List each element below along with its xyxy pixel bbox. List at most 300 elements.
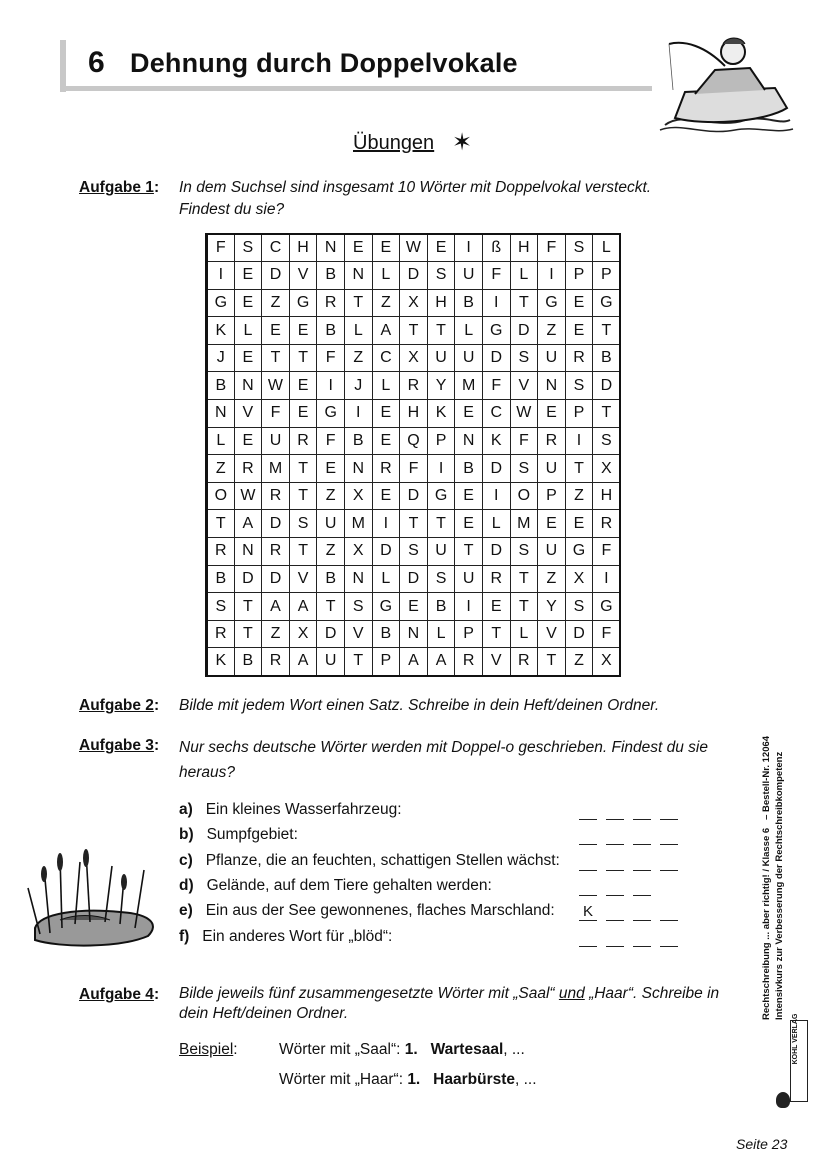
grid-cell: B: [317, 262, 345, 290]
answer-blank[interactable]: [633, 853, 651, 871]
task1-colon: :: [153, 179, 160, 196]
grid-row: [207, 344, 621, 372]
grid-cell: Z: [565, 648, 593, 676]
grid-cell: G: [593, 593, 621, 621]
grid-cell: E: [234, 344, 262, 372]
grid-cell: T: [510, 565, 538, 593]
answer-blank[interactable]: [606, 903, 624, 921]
grid-cell: S: [289, 510, 317, 538]
grid-cell: F: [510, 427, 538, 455]
grid-cell: P: [372, 648, 400, 676]
grid-cell: Q: [400, 427, 428, 455]
grid-cell: F: [317, 427, 345, 455]
grid-cell: L: [372, 565, 400, 593]
grid-cell: D: [482, 455, 510, 483]
grid-cell: L: [207, 427, 235, 455]
task3-line2: heraus?: [179, 764, 236, 781]
fisherman-illustration: [655, 30, 795, 138]
grid-cell: R: [207, 620, 235, 648]
side-publication-info: [760, 660, 820, 1020]
grid-cell: U: [455, 344, 483, 372]
grid-cell: L: [593, 234, 621, 262]
chapter-title: Dehnung durch Doppelvokale: [130, 48, 518, 78]
grid-cell: S: [427, 565, 455, 593]
grid-cell: B: [593, 344, 621, 372]
example-saal-prefix: Wörter mit „Saal“:: [279, 1041, 405, 1058]
grid-cell: A: [400, 648, 428, 676]
answer-blank[interactable]: [660, 827, 678, 845]
grid-cell: D: [593, 372, 621, 400]
grid-cell: M: [510, 510, 538, 538]
example-label-wrap: [179, 1041, 238, 1059]
grid-cell: E: [234, 289, 262, 317]
answer-blank[interactable]: [633, 827, 651, 845]
grid-cell: S: [344, 593, 372, 621]
task1-label: Aufgabe 1: [79, 179, 154, 196]
task3-line1: Nur sechs deutsche Wörter werden mit Doppel-o geschrieben. Findest du sie: [179, 739, 708, 756]
task3-item: [179, 902, 555, 920]
grid-cell: T: [482, 620, 510, 648]
task3-item-text: Ein kleines Wasserfahrzeug:: [205, 801, 402, 818]
grid-cell: E: [565, 289, 593, 317]
grid-cell: I: [593, 565, 621, 593]
grid-cell: S: [565, 234, 593, 262]
grid-cell: U: [538, 455, 566, 483]
answer-blank[interactable]: [579, 878, 597, 896]
publisher-logo: [790, 1013, 808, 1102]
grid-cell: D: [565, 620, 593, 648]
answer-blanks[interactable]: [579, 878, 660, 896]
grid-cell: R: [400, 372, 428, 400]
task3-item-text: Ein anderes Wort für „blöd“:: [202, 927, 393, 945]
grid-cell: X: [400, 289, 428, 317]
grid-row: [207, 289, 621, 317]
grid-cell: L: [372, 372, 400, 400]
grid-cell: I: [455, 234, 483, 262]
grid-cell: U: [317, 510, 345, 538]
answer-blank[interactable]: [633, 929, 651, 947]
grid-row: [207, 538, 621, 566]
grid-cell: D: [482, 538, 510, 566]
grid-cell: N: [455, 427, 483, 455]
grid-cell: T: [289, 538, 317, 566]
grid-row: [207, 234, 621, 262]
grid-cell: L: [455, 317, 483, 345]
grid-cell: P: [538, 482, 566, 510]
grid-cell: T: [427, 510, 455, 538]
grid-cell: W: [400, 234, 428, 262]
grid-cell: Z: [262, 289, 290, 317]
task3-label: Aufgabe 3: [79, 737, 154, 754]
grid-cell: B: [427, 593, 455, 621]
chapter-number: 6: [88, 46, 105, 79]
grid-cell: M: [344, 510, 372, 538]
example-saal-suffix: , ...: [503, 1041, 525, 1058]
grid-cell: V: [538, 620, 566, 648]
grid-cell: R: [538, 427, 566, 455]
grid-cell: M: [262, 455, 290, 483]
grid-cell: Z: [262, 620, 290, 648]
task3-item-letter: e): [179, 902, 193, 920]
task3-item: [179, 826, 298, 844]
grid-cell: X: [593, 648, 621, 676]
grid-cell: R: [455, 648, 483, 676]
task1-instructions: [179, 177, 651, 221]
task3-item: [179, 852, 560, 870]
grid-cell: Z: [372, 289, 400, 317]
grid-cell: C: [262, 234, 290, 262]
task3-item-text: Gelände, auf dem Tiere gehalten werden:: [206, 876, 492, 894]
task3-item-letter: b): [179, 826, 194, 844]
task3-item-letter: f): [179, 927, 190, 945]
grid-cell: T: [565, 455, 593, 483]
grid-cell: L: [234, 317, 262, 345]
grid-cell: D: [262, 262, 290, 290]
answer-blanks[interactable]: [579, 853, 687, 871]
grid-cell: Z: [317, 538, 345, 566]
grid-cell: D: [482, 344, 510, 372]
grid-cell: D: [510, 317, 538, 345]
grid-cell: P: [427, 427, 455, 455]
task3-item-letter: d): [179, 876, 194, 894]
answer-blank[interactable]: [606, 802, 624, 820]
side-line2: Intensivkurs zur Verbesserung der Rechtschreibkompetenz: [774, 751, 785, 1020]
grid-cell: A: [234, 510, 262, 538]
grid-cell: S: [510, 538, 538, 566]
grid-cell: G: [207, 289, 235, 317]
answer-blanks[interactable]: [579, 802, 687, 820]
grid-cell: D: [372, 538, 400, 566]
grid-row: [207, 427, 621, 455]
grid-cell: E: [317, 455, 345, 483]
grid-cell: G: [289, 289, 317, 317]
grid-cell: E: [455, 400, 483, 428]
grid-cell: B: [317, 565, 345, 593]
grid-cell: U: [427, 344, 455, 372]
grid-cell: E: [427, 234, 455, 262]
grid-cell: U: [262, 427, 290, 455]
grid-cell: S: [565, 593, 593, 621]
grid-cell: O: [207, 482, 235, 510]
grid-cell: X: [344, 482, 372, 510]
grid-cell: A: [262, 593, 290, 621]
grid-row: [207, 510, 621, 538]
task2-label-wrap: [79, 697, 159, 715]
grid-cell: U: [538, 538, 566, 566]
answer-blank[interactable]: [606, 929, 624, 947]
grid-cell: D: [234, 565, 262, 593]
example-saal-word-a: Wartesa: [430, 1041, 491, 1058]
grid-cell: R: [565, 344, 593, 372]
grid-cell: B: [344, 427, 372, 455]
answer-blanks[interactable]: [579, 903, 687, 921]
grid-cell: T: [289, 344, 317, 372]
answer-blanks[interactable]: [579, 827, 687, 845]
grid-cell: V: [289, 565, 317, 593]
answer-blank[interactable]: [606, 853, 624, 871]
grid-row: [207, 262, 621, 290]
example-haar: [279, 1071, 537, 1089]
grid-cell: T: [593, 317, 621, 345]
grid-cell: F: [262, 400, 290, 428]
answer-blank[interactable]: [633, 903, 651, 921]
grid-cell: T: [455, 538, 483, 566]
grid-cell: R: [262, 482, 290, 510]
grid-cell: E: [289, 372, 317, 400]
task4-label: Aufgabe 4: [79, 986, 154, 1003]
grid-cell: H: [510, 234, 538, 262]
grid-cell: R: [482, 565, 510, 593]
example-haar-number: 1.: [407, 1071, 421, 1088]
answer-blanks[interactable]: [579, 929, 687, 947]
answer-blank[interactable]: [579, 929, 597, 947]
grid-cell: E: [344, 234, 372, 262]
grid-cell: T: [344, 648, 372, 676]
grid-cell: E: [538, 510, 566, 538]
grid-cell: R: [207, 538, 235, 566]
grid-cell: O: [510, 482, 538, 510]
grid-cell: T: [400, 510, 428, 538]
grid-cell: I: [207, 262, 235, 290]
grid-cell: U: [455, 565, 483, 593]
grid-cell: T: [510, 289, 538, 317]
answer-blank[interactable]: [660, 903, 678, 921]
task4-colon: :: [153, 986, 160, 1003]
grid-cell: D: [262, 565, 290, 593]
grid-cell: R: [262, 538, 290, 566]
grid-cell: R: [289, 427, 317, 455]
grid-cell: L: [372, 262, 400, 290]
task4-line1-und: und: [558, 985, 585, 1002]
grid-row: [207, 455, 621, 483]
answer-blank[interactable]: [633, 802, 651, 820]
grid-cell: B: [317, 317, 345, 345]
example-haar-word: Haarbürste: [433, 1071, 516, 1088]
grid-cell: F: [593, 538, 621, 566]
grid-cell: S: [207, 593, 235, 621]
answer-blank[interactable]: [633, 878, 651, 896]
grid-cell: Z: [538, 317, 566, 345]
grid-cell: I: [482, 482, 510, 510]
grid-cell: U: [455, 262, 483, 290]
task3-item-letter: c): [179, 851, 193, 869]
grid-cell: S: [510, 344, 538, 372]
grid-cell: F: [207, 234, 235, 262]
grid-cell: E: [455, 510, 483, 538]
answer-blank[interactable]: [660, 853, 678, 871]
grid-cell: N: [207, 400, 235, 428]
answer-blank[interactable]: [579, 827, 597, 845]
task3-item-text: Pflanze, die an feuchten, schattigen Stellen wächst:: [205, 851, 560, 869]
task3-instructions: [179, 735, 708, 785]
grid-cell: R: [262, 648, 290, 676]
grid-cell: J: [207, 344, 235, 372]
example-saal: [279, 1041, 525, 1059]
grid-cell: F: [482, 372, 510, 400]
example-haar-suffix: , ...: [515, 1071, 537, 1088]
grid-cell: I: [565, 427, 593, 455]
section-subtitle: Übungen: [353, 132, 435, 154]
task2-instructions: Bilde mit jedem Wort einen Satz. Schreibe in dein Heft/deinen Ordner.: [179, 697, 660, 714]
grid-cell: E: [289, 317, 317, 345]
grid-cell: K: [207, 317, 235, 345]
task3-item: [179, 928, 392, 946]
grid-cell: T: [427, 317, 455, 345]
grid-cell: E: [565, 317, 593, 345]
answer-blank[interactable]: [606, 827, 624, 845]
grid-cell: I: [344, 400, 372, 428]
grid-cell: J: [344, 372, 372, 400]
grid-cell: S: [565, 372, 593, 400]
grid-cell: E: [234, 427, 262, 455]
difficulty-star-icon: ✶: [452, 129, 473, 156]
answer-blank[interactable]: [579, 802, 597, 820]
grid-cell: W: [510, 400, 538, 428]
grid-cell: S: [234, 234, 262, 262]
task3-colon: :: [153, 737, 160, 754]
grid-cell: R: [234, 455, 262, 483]
task4-line1-b: „Haar“. Schreibe in: [584, 985, 720, 1002]
grid-cell: L: [482, 510, 510, 538]
grid-cell: G: [565, 538, 593, 566]
grid-cell: Z: [565, 482, 593, 510]
grid-cell: V: [344, 620, 372, 648]
grid-cell: E: [372, 400, 400, 428]
grid-cell: L: [344, 317, 372, 345]
grid-cell: P: [593, 262, 621, 290]
grid-row: [207, 648, 621, 676]
grid-cell: E: [372, 482, 400, 510]
grid-cell: Y: [538, 593, 566, 621]
grid-cell: H: [593, 482, 621, 510]
side-line1: Rechtschreibung ... aber richtig! / Klasse 6: [761, 827, 772, 1020]
grid-cell: I: [427, 455, 455, 483]
grid-cell: X: [400, 344, 428, 372]
grid-cell: Z: [344, 344, 372, 372]
task3-item: [179, 801, 402, 819]
grid-cell: K: [482, 427, 510, 455]
grid-row: [207, 565, 621, 593]
grid-cell: T: [593, 400, 621, 428]
grid-cell: K: [207, 648, 235, 676]
grid-cell: X: [289, 620, 317, 648]
grid-cell: H: [289, 234, 317, 262]
example-colon: :: [233, 1041, 238, 1058]
grid-cell: R: [510, 648, 538, 676]
grid-cell: Z: [207, 455, 235, 483]
grid-cell: X: [344, 538, 372, 566]
grid-cell: S: [427, 262, 455, 290]
grid-cell: T: [344, 289, 372, 317]
grid-cell: F: [482, 262, 510, 290]
grid-cell: S: [510, 455, 538, 483]
grid-cell: T: [400, 317, 428, 345]
task3-item-text: Ein aus der See gewonnenes, flaches Marschland:: [205, 902, 555, 920]
grid-cell: B: [372, 620, 400, 648]
grid-cell: W: [234, 482, 262, 510]
grid-cell: P: [455, 620, 483, 648]
grid-cell: I: [482, 289, 510, 317]
grid-cell: M: [455, 372, 483, 400]
grid-cell: R: [372, 455, 400, 483]
grid-row: [207, 593, 621, 621]
grid-cell: H: [400, 400, 428, 428]
grid-cell: V: [482, 648, 510, 676]
grid-cell: T: [262, 344, 290, 372]
grid-cell: U: [538, 344, 566, 372]
grid-cell: U: [427, 538, 455, 566]
grid-cell: A: [289, 648, 317, 676]
grid-cell: D: [400, 482, 428, 510]
grid-cell: H: [427, 289, 455, 317]
grid-cell: L: [427, 620, 455, 648]
grid-cell: T: [289, 455, 317, 483]
grid-cell: E: [262, 317, 290, 345]
grid-row: [207, 482, 621, 510]
grid-row: [207, 317, 621, 345]
grid-cell: B: [234, 648, 262, 676]
grid-cell: ß: [482, 234, 510, 262]
grid-cell: B: [455, 455, 483, 483]
grid-cell: Z: [317, 482, 345, 510]
grid-cell: D: [262, 510, 290, 538]
grid-cell: X: [593, 455, 621, 483]
example-saal-word-b: al: [490, 1041, 504, 1058]
grid-cell: B: [207, 565, 235, 593]
grid-cell: F: [593, 620, 621, 648]
task1-line2: Findest du sie?: [179, 201, 285, 218]
grid-cell: E: [482, 593, 510, 621]
example-saal-number: 1.: [404, 1041, 418, 1058]
grid-cell: T: [538, 648, 566, 676]
task4-line2: dein Heft/deinen Ordner.: [179, 1005, 349, 1022]
grid-cell: L: [510, 262, 538, 290]
grid-cell: L: [510, 620, 538, 648]
grid-cell: N: [344, 262, 372, 290]
grid-cell: X: [565, 565, 593, 593]
grid-cell: N: [538, 372, 566, 400]
grid-cell: R: [593, 510, 621, 538]
grid-row: [207, 400, 621, 428]
grid-cell: T: [289, 482, 317, 510]
grid-row: [207, 620, 621, 648]
grid-cell: D: [400, 565, 428, 593]
side-order-number: – Bestell-Nr. 12064: [761, 735, 772, 820]
answer-blank[interactable]: [660, 802, 678, 820]
grid-cell: G: [317, 400, 345, 428]
answer-blank[interactable]: [660, 929, 678, 947]
page-number: Seite 23: [736, 1136, 788, 1152]
grid-cell: E: [538, 400, 566, 428]
task4-label-wrap: [79, 986, 159, 1004]
grid-cell: B: [455, 289, 483, 317]
answer-blank[interactable]: [606, 878, 624, 896]
grid-cell: R: [317, 289, 345, 317]
grid-cell: W: [262, 372, 290, 400]
answer-blank[interactable]: K: [579, 903, 597, 921]
grid-cell: S: [400, 538, 428, 566]
task3-item-text: Sumpfgebiet:: [206, 826, 298, 844]
task1-label-wrap: [79, 179, 159, 197]
grid-cell: T: [207, 510, 235, 538]
grid-cell: I: [372, 510, 400, 538]
grid-cell: N: [344, 565, 372, 593]
grid-cell: Z: [538, 565, 566, 593]
answer-blank[interactable]: [579, 853, 597, 871]
grid-cell: C: [482, 400, 510, 428]
word-search-grid: [205, 233, 621, 677]
task4-instructions: [179, 984, 719, 1024]
